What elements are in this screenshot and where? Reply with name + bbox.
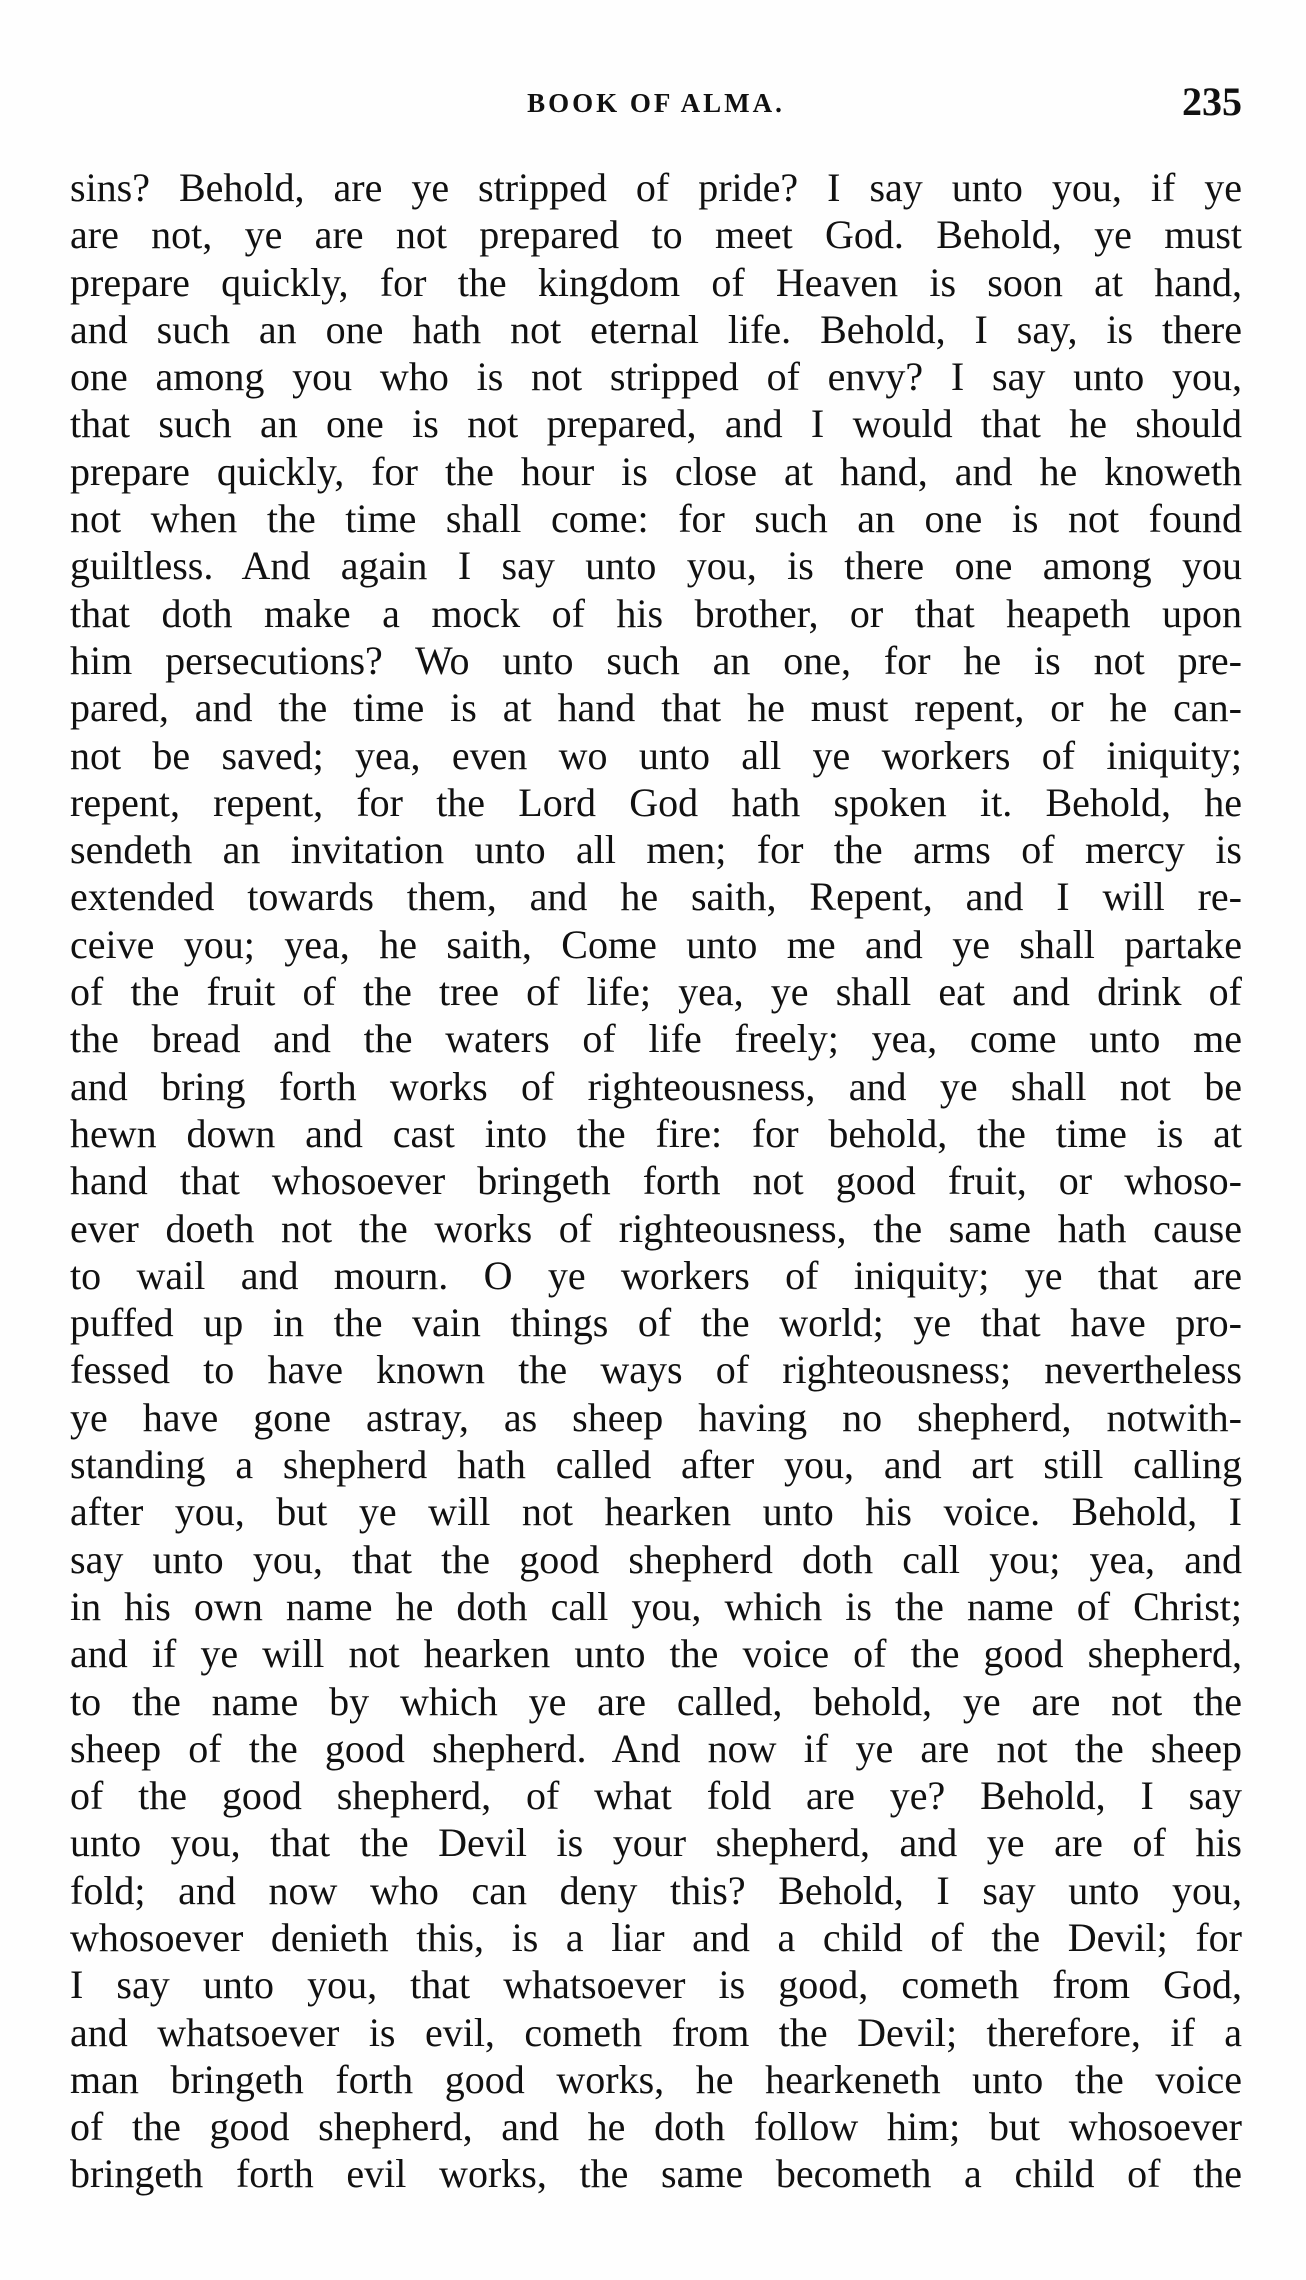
text-line: sendeth an invitation unto all men; for the arms of mercy is — [70, 827, 1242, 873]
text-line: fessed to have known the ways of righteousness; nevertheless — [70, 1347, 1242, 1393]
text-line: not be saved; yea, even wo unto all ye workers of iniquity; — [70, 732, 1242, 778]
text-line: the bread and the waters of life freely; yea, come unto me — [70, 1016, 1242, 1062]
text-line: ye have gone astray, as sheep having no shepherd, notwith- — [70, 1394, 1242, 1440]
text-line: I say unto you, that whatsoever is good, cometh from God, — [70, 1962, 1242, 2008]
text-line: fold; and now who can deny this? Behold, I say unto you, — [70, 1867, 1242, 1913]
text-line: man bringeth forth good works, he hearkeneth unto the voice — [70, 2056, 1242, 2102]
text-line: of the good shepherd, and he doth follow him; but whosoever — [70, 2104, 1242, 2150]
text-line: prepare quickly, for the hour is close at hand, and he knoweth — [70, 448, 1242, 494]
text-line: whosoever denieth this, is a liar and a child of the Devil; for — [70, 1914, 1242, 1960]
text-line: of the good shepherd, of what fold are ye? Behold, I say — [70, 1773, 1242, 1819]
text-line: sins? Behold, are ye stripped of pride? I say unto you, if ye — [70, 165, 1242, 210]
text-line: standing a shepherd hath called after you, and art still calling — [70, 1442, 1242, 1488]
text-line: and such an one hath not eternal life. Behold, I say, is there — [70, 306, 1242, 352]
text-line: unto you, that the Devil is your shepherd, and ye are of his — [70, 1820, 1242, 1866]
text-line: pared, and the time is at hand that he must repent, or he can- — [70, 685, 1242, 731]
text-line: not when the time shall come: for such an one is not found — [70, 496, 1242, 542]
text-line: in his own name he doth call you, which is the name of Christ; — [70, 1583, 1242, 1629]
running-title: BOOK OF ALMA. — [527, 88, 785, 118]
text-line: repent, repent, for the Lord God hath spoken it. Behold, he — [70, 779, 1242, 825]
text-line: puffed up in the vain things of the world; ye that have pro- — [70, 1300, 1242, 1346]
text-line: guiltless. And again I say unto you, is there one among you — [70, 543, 1242, 589]
running-head — [70, 78, 1242, 128]
text-line: extended towards them, and he saith, Repent, and I will re- — [70, 874, 1242, 920]
text-line: one among you who is not stripped of envy? I say unto you, — [70, 354, 1242, 400]
text-line: to the name by which ye are called, behold, ye are not the — [70, 1678, 1242, 1724]
text-line: bringeth forth evil works, the same becometh a child of the — [70, 2151, 1242, 2197]
text-line: sheep of the good shepherd. And now if ye are not the sheep — [70, 1725, 1242, 1771]
text-line: of the fruit of the tree of life; yea, ye shall eat and drink of — [70, 969, 1242, 1015]
text-line: him persecutions? Wo unto such an one, for he is not pre- — [70, 637, 1242, 683]
text-line: that such an one is not prepared, and I would that he should — [70, 401, 1242, 447]
text-line: hand that whosoever bringeth forth not good fruit, or whoso- — [70, 1158, 1242, 1204]
text-line: are not, ye are not prepared to meet God. Behold, ye must — [70, 212, 1242, 258]
text-line: and if ye will not hearken unto the voice of the good shepherd, — [70, 1631, 1242, 1677]
text-line: ceive you; yea, he saith, Come unto me and ye shall partake — [70, 921, 1242, 967]
text-line: say unto you, that the good shepherd doth call you; yea, and — [70, 1536, 1242, 1582]
text-line: and whatsoever is evil, cometh from the Devil; therefore, if a — [70, 2009, 1242, 2055]
page-number: 235 — [1182, 79, 1242, 124]
text-line: after you, but ye will not hearken unto his voice. Behold, I — [70, 1489, 1242, 1535]
text-line: ever doeth not the works of righteousness, the same hath cause — [70, 1205, 1242, 1251]
text-line: and bring forth works of righteousness, and ye shall not be — [70, 1063, 1242, 1109]
text-line: to wail and mourn. O ye workers of iniquity; ye that are — [70, 1252, 1242, 1298]
body-text — [70, 164, 1242, 2198]
text-line: prepare quickly, for the kingdom of Heaven is soon at hand, — [70, 259, 1242, 305]
text-line: hewn down and cast into the fire: for behold, the time is at — [70, 1110, 1242, 1156]
text-line: that doth make a mock of his brother, or that heapeth upon — [70, 590, 1242, 636]
